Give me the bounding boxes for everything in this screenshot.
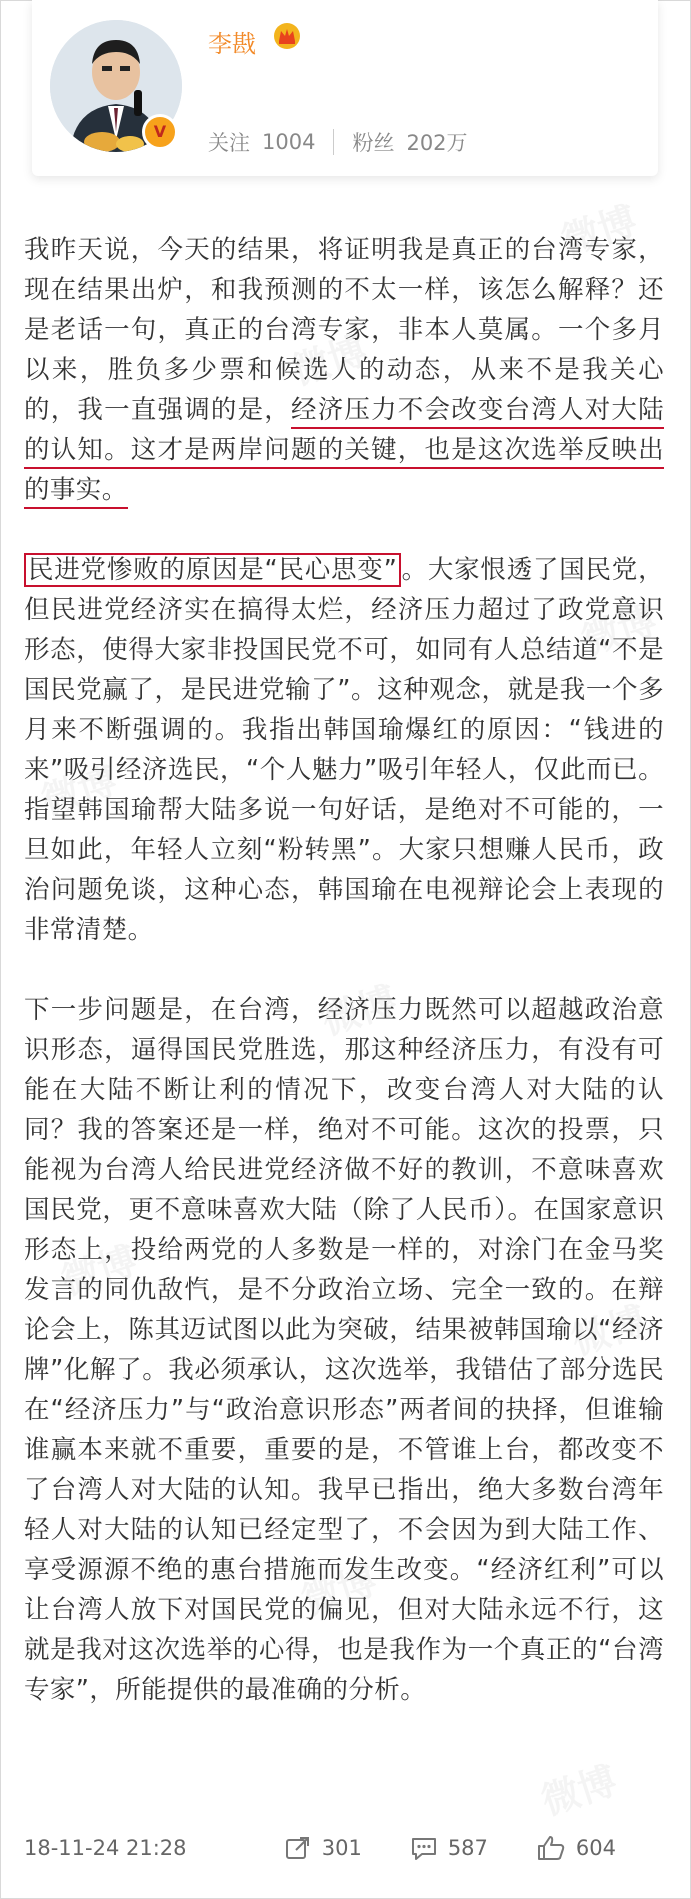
repost-count: 301	[321, 1836, 362, 1860]
like-count: 604	[575, 1836, 616, 1860]
followers-label[interactable]: 粉丝	[352, 131, 395, 155]
comment-button[interactable]	[410, 1834, 488, 1862]
post-text: 。大家恨透了国民党，但民进党经济实在搞得太烂，经济压力超过了政党意识形态，使得大家非投国民党不可，如同有人总结道“不是国民党赢了，是民进党输了”。这种观念，就是我一个多月来不断强调的。我指出韩国瑜爆红的原因：“钱进的来”吸引经济选民，“个人魅力”吸引年轻人，仅此而已。指望韩国瑜帮大陆多说一句好话，是绝对不可能的，一旦如此，年轻人立刻“粉转黑”。大家只想赚人民币，政治问题免谈，这种心态，韩国瑜在电视辩论会上表现的非常清楚。	[24, 555, 664, 945]
followers-count[interactable]: 202万	[406, 131, 468, 155]
highlight-box-text: 民进党惨败的原因是“民心思变”	[24, 553, 401, 587]
highlight-underline-text: 经济压力不会改变台湾人对大陆的认知。这才是两岸问题的关键，也是这次选举反映出的事实。	[24, 395, 664, 509]
following-label[interactable]: 关注	[208, 131, 250, 155]
comment-count: 587	[447, 1836, 488, 1860]
repost-button[interactable]	[284, 1834, 362, 1862]
post-paragraph-2	[24, 550, 664, 950]
stats-divider	[333, 129, 334, 155]
post-body	[24, 230, 664, 1750]
username[interactable]: 李戡	[208, 30, 256, 58]
following-count[interactable]: 1004	[262, 130, 316, 154]
profile-card	[32, 0, 658, 176]
like-icon	[536, 1834, 566, 1862]
post-paragraph-1	[24, 230, 664, 510]
post-footer	[24, 1828, 664, 1868]
comment-icon	[410, 1834, 438, 1862]
profile-stats	[208, 127, 468, 157]
repost-icon	[284, 1834, 312, 1862]
like-button[interactable]	[536, 1834, 616, 1862]
vip-badge-icon: V	[142, 114, 178, 150]
crown-icon	[272, 21, 302, 51]
post-paragraph-3: 下一步问题是，在台湾，经济压力既然可以超越政治意识形态，逼得国民党胜选，那这种经济压力，有没有可能在大陆不断让利的情况下，改变台湾人对大陆的认同？我的答案还是一样，绝对不可能。这次的投票，只能视为台湾人给民进党经济做不好的教训，不意味喜欢国民党，更不意味喜欢大陆（除了人民币）。在国家意识形态上，投给两党的人多数是一样的，对涂门在金马奖发言的同仇敌忾，是不分政治立场、完全一致的。在辩论会上，陈其迈试图以此为突破，结果被韩国瑜以“经济牌”化解了。我必须承认，这次选举，我错估了部分选民在“经济压力”与“政治意识形态”两者间的抉择，但谁输谁赢本来就不重要，重要的是，不管谁上台，都改变不了台湾人对大陆的认知。我早已指出，绝大多数台湾年轻人对大陆的认知已经定型了，不会因为到大陆工作、享受源源不绝的惠台措施而发生改变。“经济红利”可以让台湾人放下对国民党的偏见，但对大陆永远不行，这就是我对这次选举的心得，也是我作为一个真正的“台湾专家”，所能提供的最准确的分析。	[24, 995, 664, 1705]
avatar[interactable]	[50, 20, 182, 152]
post-text: 我昨天说，今天的结果，将证明我是真正的台湾专家，现在结果出炉，和我预测的不太一样，该怎么解释？还是老话一句，真正的台湾专家，非本人莫属。一个多月以来，胜负多少票和候选人的动态，从来不是我关心的，我一直强调的是，	[24, 235, 664, 425]
post-timestamp: 18-11-24 21:28	[24, 1836, 187, 1860]
